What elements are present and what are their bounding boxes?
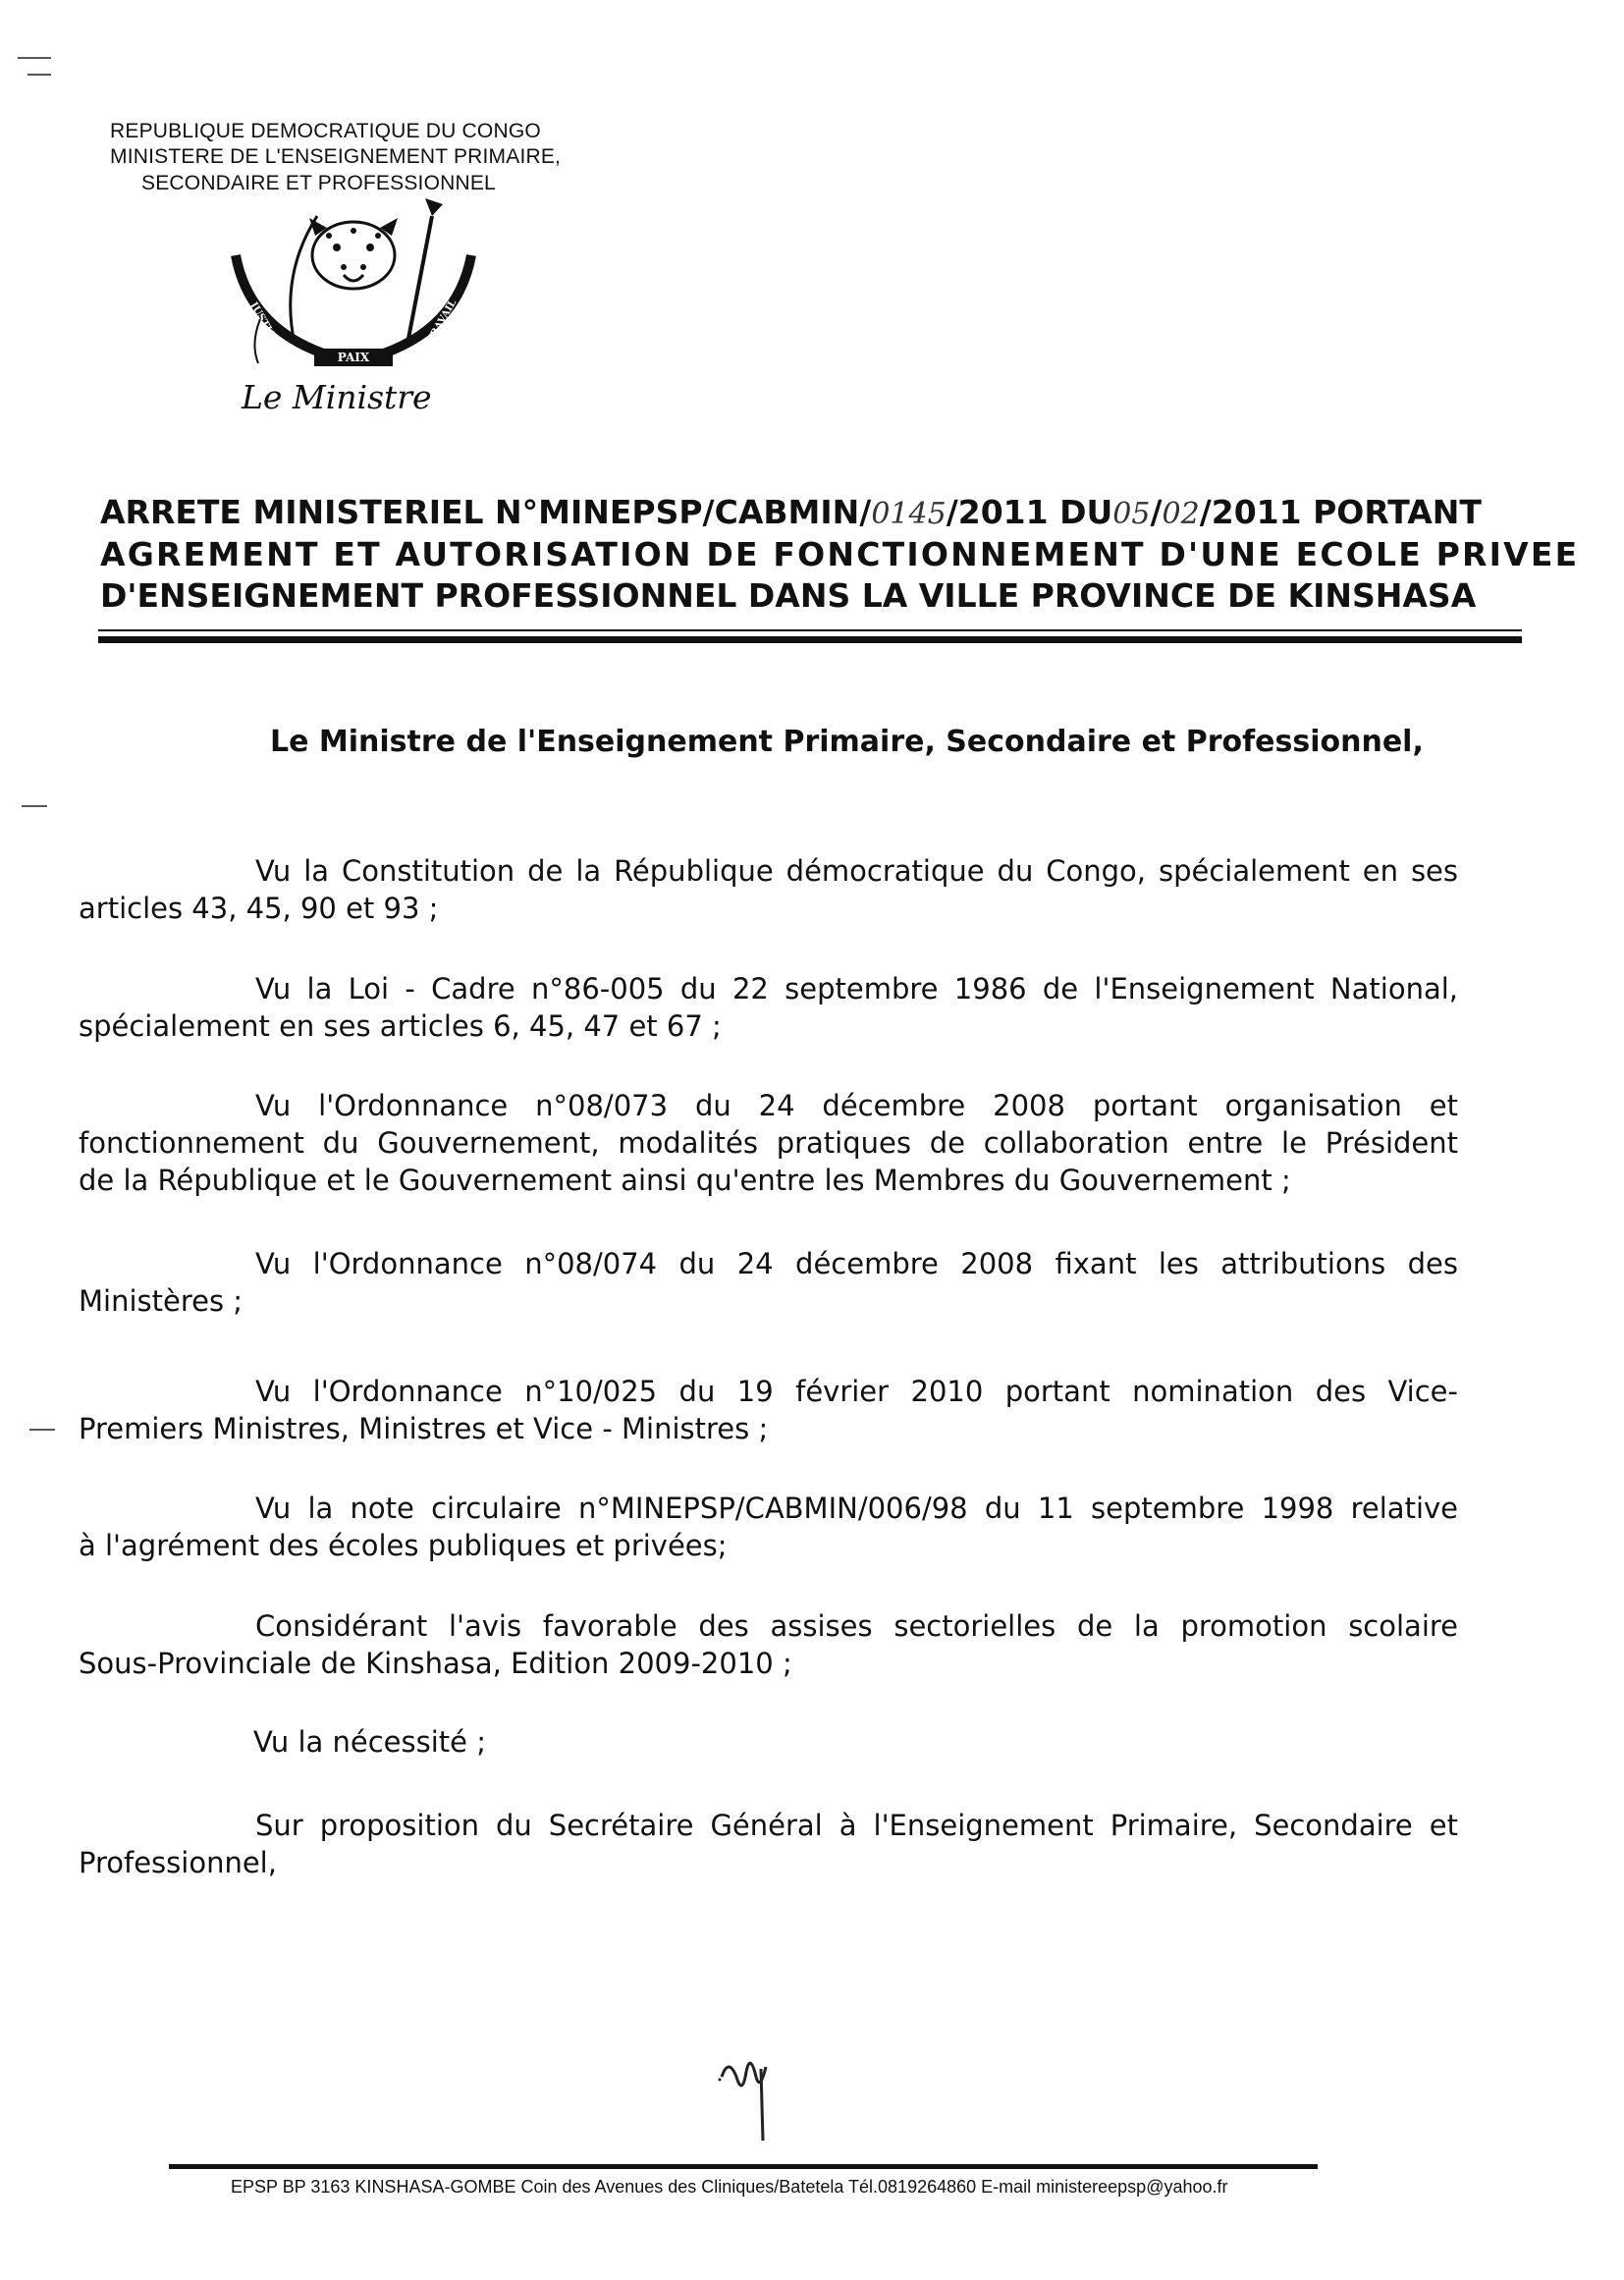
paragraph-line: Vu la note circulaire n°MINEPSP/CABMIN/006/98 du 11 septembre 1998 relative [255, 1492, 1458, 1525]
handwritten-decree-number: 0145 [871, 497, 947, 531]
paragraph-line: fonctionnement du Gouvernement, modalités pratiques de collaboration entre le Président [79, 1126, 1458, 1160]
title-mid: /2011 DU [946, 493, 1113, 531]
paragraph-line: articles 43, 45, 90 et 93 ; [79, 892, 439, 925]
title-suffix: /2011 PORTANT [1199, 493, 1482, 531]
title-rule-thick [98, 636, 1522, 643]
decree-title-line3: D'ENSEIGNEMENT PROFESSIONNEL DANS LA VILLE PROVINCE DE KINSHASA [100, 576, 1477, 615]
paragraph-ordonnance-074 [79, 1245, 1458, 1320]
handwritten-month: 02 [1162, 497, 1200, 531]
paragraph-line: Considérant l'avis favorable des assises sectorielles de la promotion scolaire [255, 1609, 1458, 1643]
title-prefix: ARRETE MINISTERIEL N°MINEPSP/CABMIN/ [100, 493, 872, 531]
scan-mark [27, 74, 51, 76]
paragraph-constitution [79, 852, 1458, 927]
paragraph-line: Vu l'Ordonnance n°08/074 du 24 décembre 2008 fixant les attributions des [255, 1247, 1458, 1280]
coat-of-arms-emblem [221, 196, 486, 383]
handwritten-day: 05 [1112, 497, 1151, 531]
scan-mark [22, 805, 47, 807]
svg-text:TRAVAIL: TRAVAIL [425, 298, 460, 346]
header-country: REPUBLIQUE DEMOCRATIQUE DU CONGO [110, 120, 541, 142]
tusk-icon [291, 216, 317, 344]
svg-text:JUSTICE: JUSTICE [247, 300, 282, 348]
paragraph-ordonnance-073 [79, 1087, 1458, 1199]
decree-title-line1: ARRETE MINISTERIEL N°MINEPSP/CABMIN/0145/2011 DU05/02/2011 PORTANT [100, 493, 1482, 531]
footer-rule [169, 2164, 1318, 2169]
paragraph-line: Professionnel, [79, 1846, 277, 1879]
paragraph-note-circulaire [79, 1490, 1458, 1564]
scan-mark [29, 1429, 55, 1431]
paragraph-line: Sur proposition du Secrétaire Général à l'Enseignement Primaire, Secondaire et [255, 1809, 1458, 1842]
paragraph-line: Vu la Constitution de la République démocratique du Congo, spécialement en ses [255, 854, 1458, 888]
title-line2-text: AGREMENT ET AUTORISATION DE FONCTIONNEMENT D'UNE ECOLE PRIVEE [100, 535, 1580, 573]
paragraph-line: Premiers Ministres, Ministres et Vice - Ministres ; [79, 1412, 769, 1445]
scan-mark [18, 57, 51, 59]
header-ministry: MINISTERE DE L'ENSEIGNEMENT PRIMAIRE, [110, 145, 562, 168]
paragraph-line: Vu l'Ordonnance n°10/025 du 19 février 2010 portant nomination des Vice- [255, 1375, 1458, 1408]
handwritten-initials-icon [717, 2047, 785, 2145]
signature-title: Le Ministre [242, 378, 432, 416]
paragraph-considerant [79, 1607, 1458, 1682]
paragraph-line: de la République et le Gouvernement ainsi qu'entre les Membres du Gouvernement ; [79, 1164, 1291, 1197]
preamble-heading: Le Ministre de l'Enseignement Primaire, Secondaire et Professionnel, [270, 725, 1424, 759]
title-rule [98, 629, 1522, 631]
paragraph-line: Vu la Loi - Cadre n°86-005 du 22 septembre 1986 de l'Enseignement National, [255, 972, 1458, 1005]
paragraph-ordonnance-025 [79, 1373, 1458, 1447]
paragraph-line: spécialement en ses articles 6, 45, 47 et 67 ; [79, 1009, 722, 1043]
paragraph-line: Sous-Provinciale de Kinshasa, Edition 2009-2010 ; [79, 1647, 792, 1680]
svg-text:PAIX: PAIX [337, 351, 370, 364]
leopard-head-icon [309, 218, 398, 289]
footer-address: EPSP BP 3163 KINSHASA-GOMBE Coin des Avenues des Cliniques/Batetela Tél.0819264860 E-mail ministereepsp@yahoo.fr [231, 2177, 1228, 2197]
paragraph-line: Vu l'Ordonnance n°08/073 du 24 décembre 2008 portant organisation et [255, 1089, 1458, 1122]
paragraph-necessite: Vu la nécessité ; [253, 1725, 486, 1759]
decree-title-line2 [100, 535, 1580, 574]
paragraph-loi-cadre [79, 970, 1458, 1045]
paragraph-line: à l'agrément des écoles publiques et privées; [79, 1529, 728, 1562]
paragraph-line: Ministères ; [79, 1284, 244, 1318]
header-ministry-cont: SECONDAIRE ET PROFESSIONNEL [141, 172, 496, 194]
paragraph-proposition [79, 1807, 1458, 1881]
